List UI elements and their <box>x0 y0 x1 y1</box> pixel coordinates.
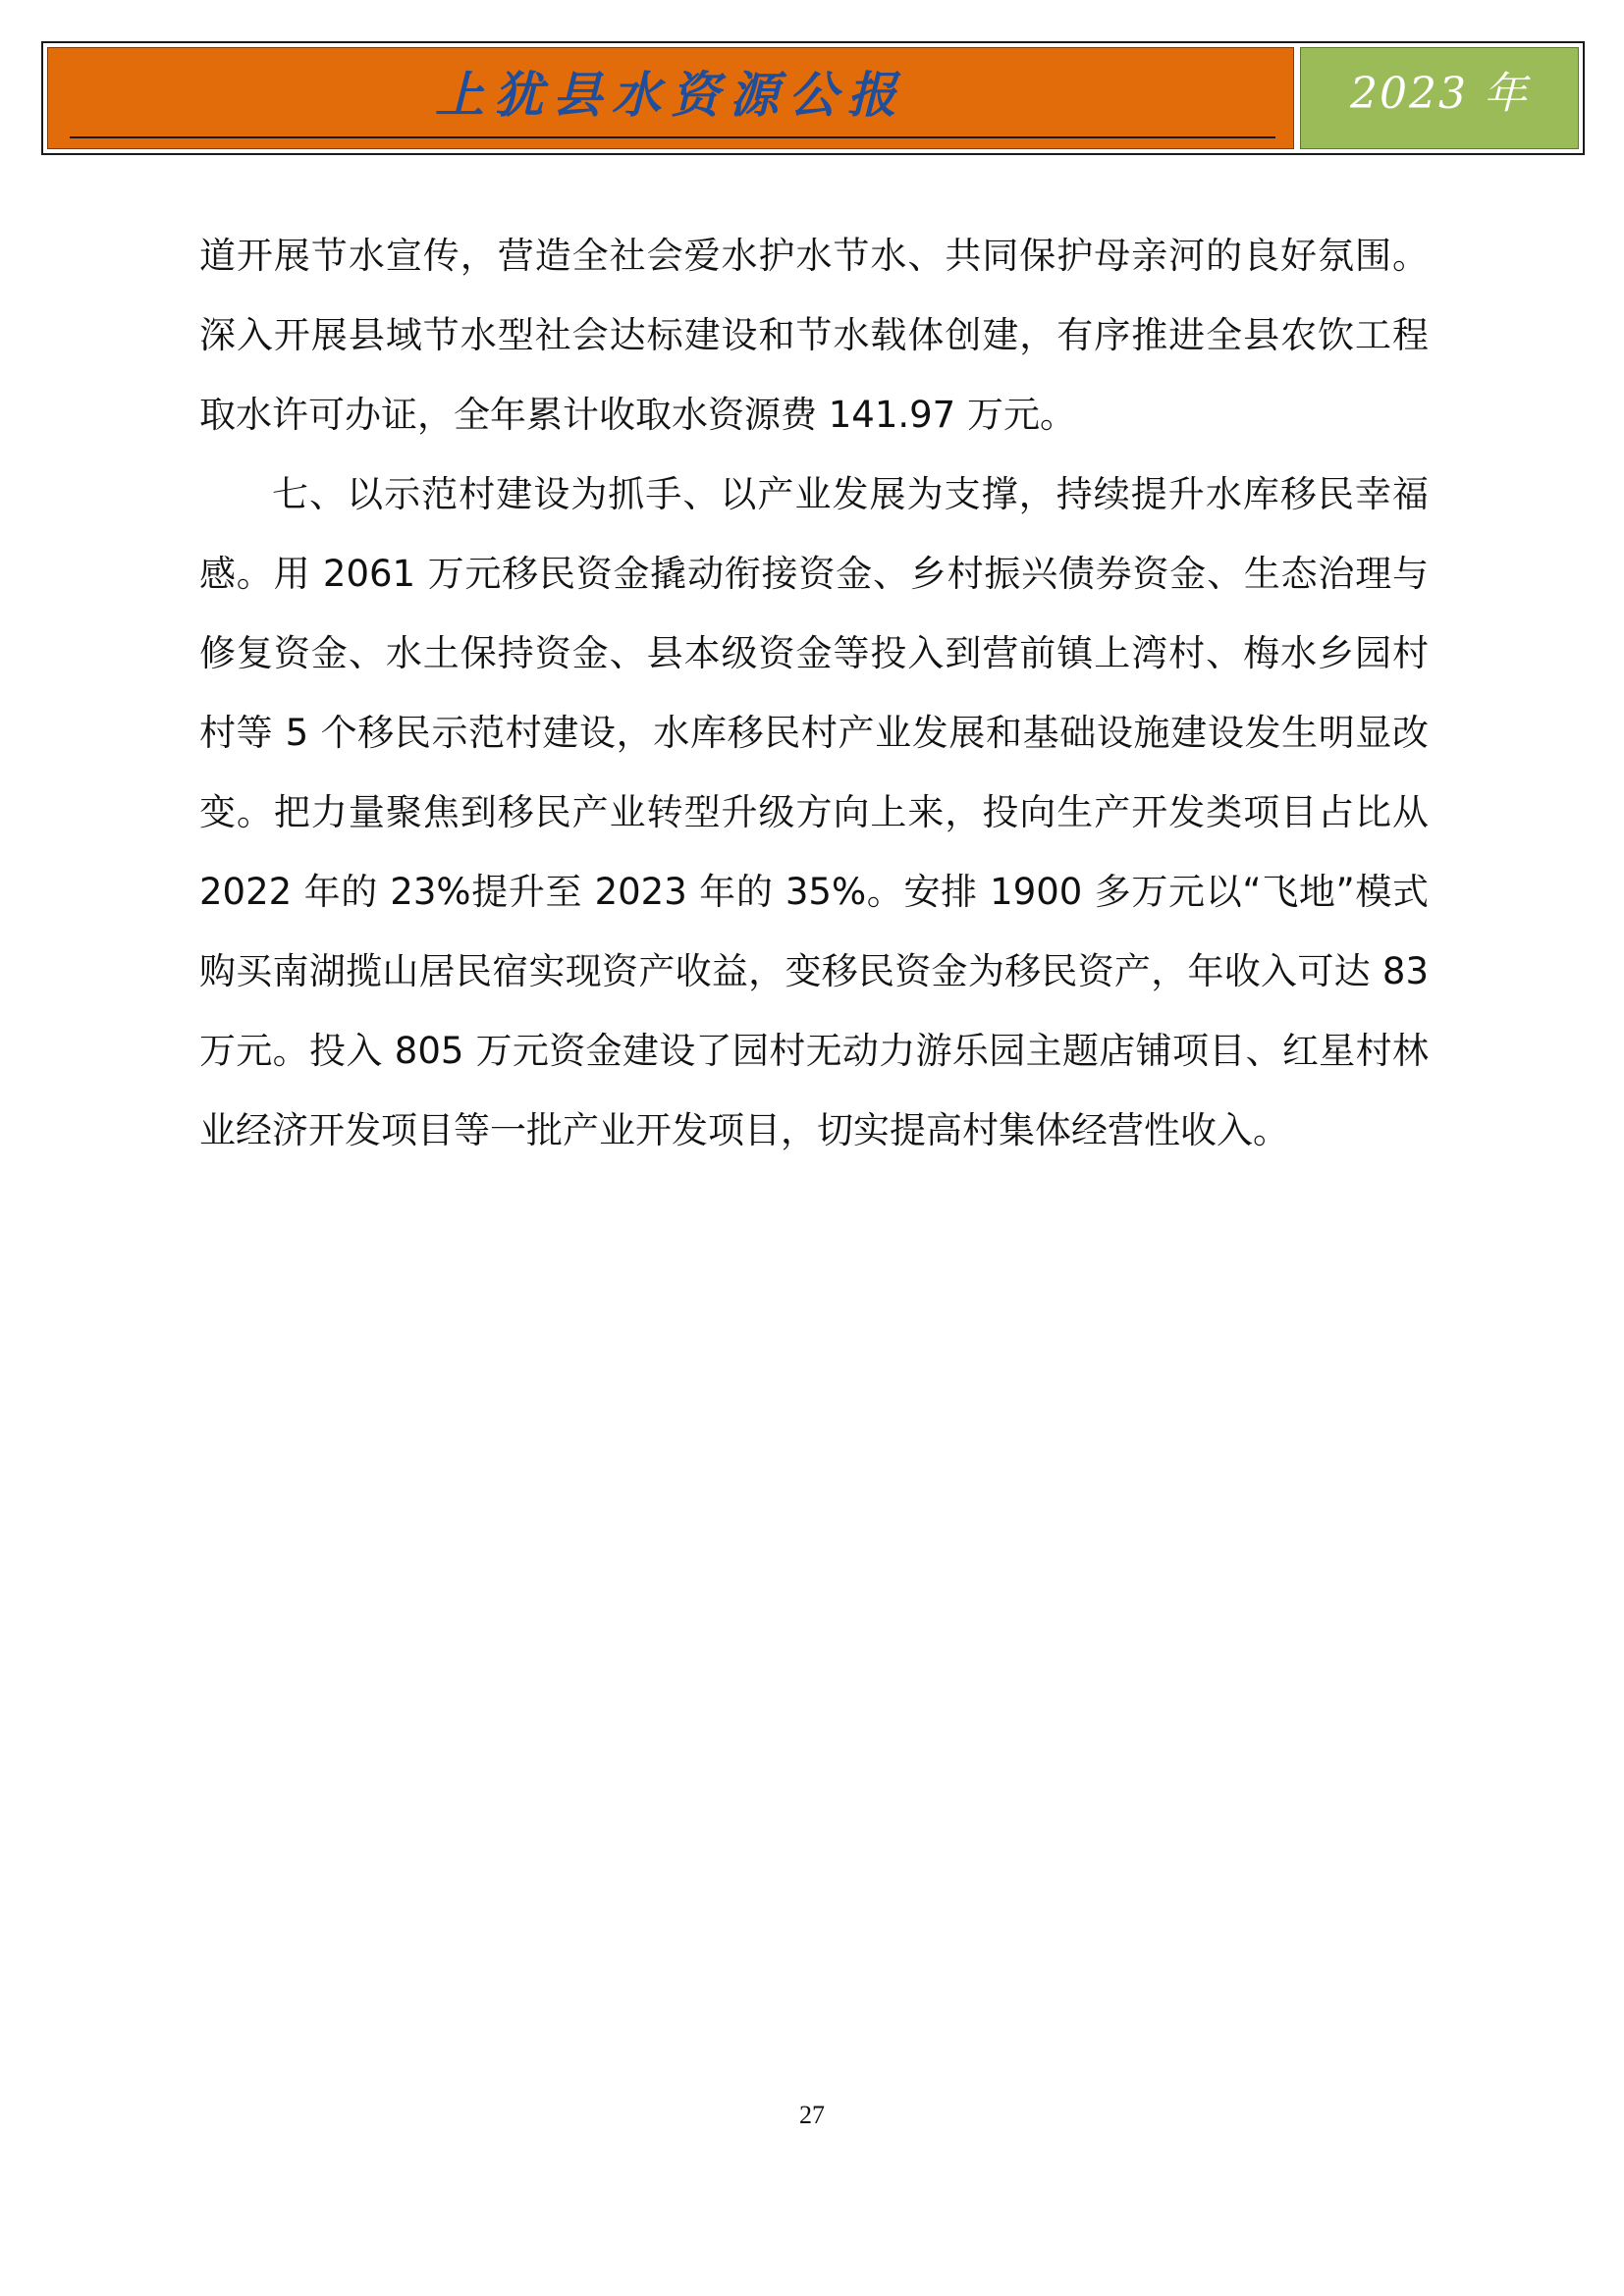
page-header <box>41 41 1585 155</box>
header-title-panel <box>47 47 1294 149</box>
paragraph-resettlement: 七、以示范村建设为抓手、以产业发展为支撑，持续提升水库移民幸福感。用 2061 万元移民资金撬动衔接资金、乡村振兴债券资金、生态治理与修复资金、水土保持资金、县本级资金等投入到营前镇上湾村、梅水乡园村村等 5 个移民示范村建设，水库移民村产业发展和基础设施建设发生明显改变。把力量聚焦到移民产业转型升级方向上来，投向生产开发类项目占比从 2022 年的 23%提升至 2023 年的 35%。安排 1900 多万元以“飞地”模式购买南湖揽山居民宿实现资产收益，变移民资金为移民资产，年收入可达 83 万元。投入 805 万元资金建设了园村无动力游乐园主题店铺项目、红星村林业经济开发项目等一批产业开发项目，切实提高村集体经营性收入。 <box>199 473 1429 1151</box>
paragraph-water-saving: 道开展节水宣传，营造全社会爱水护水节水、共同保护母亲河的良好氛围。深入开展县域节水型社会达标建设和节水载体创建，有序推进全县农饮工程取水许可办证，全年累计收取水资源费 141.97 万元。 <box>199 235 1429 436</box>
page-number: 27 <box>799 2101 825 2129</box>
header-year-panel <box>1300 47 1579 149</box>
header-underline <box>70 136 1275 138</box>
report-title: 上犹县水资源公报 <box>435 66 906 124</box>
report-year: 2023 年 <box>1350 69 1529 119</box>
body-text <box>199 216 1429 1170</box>
